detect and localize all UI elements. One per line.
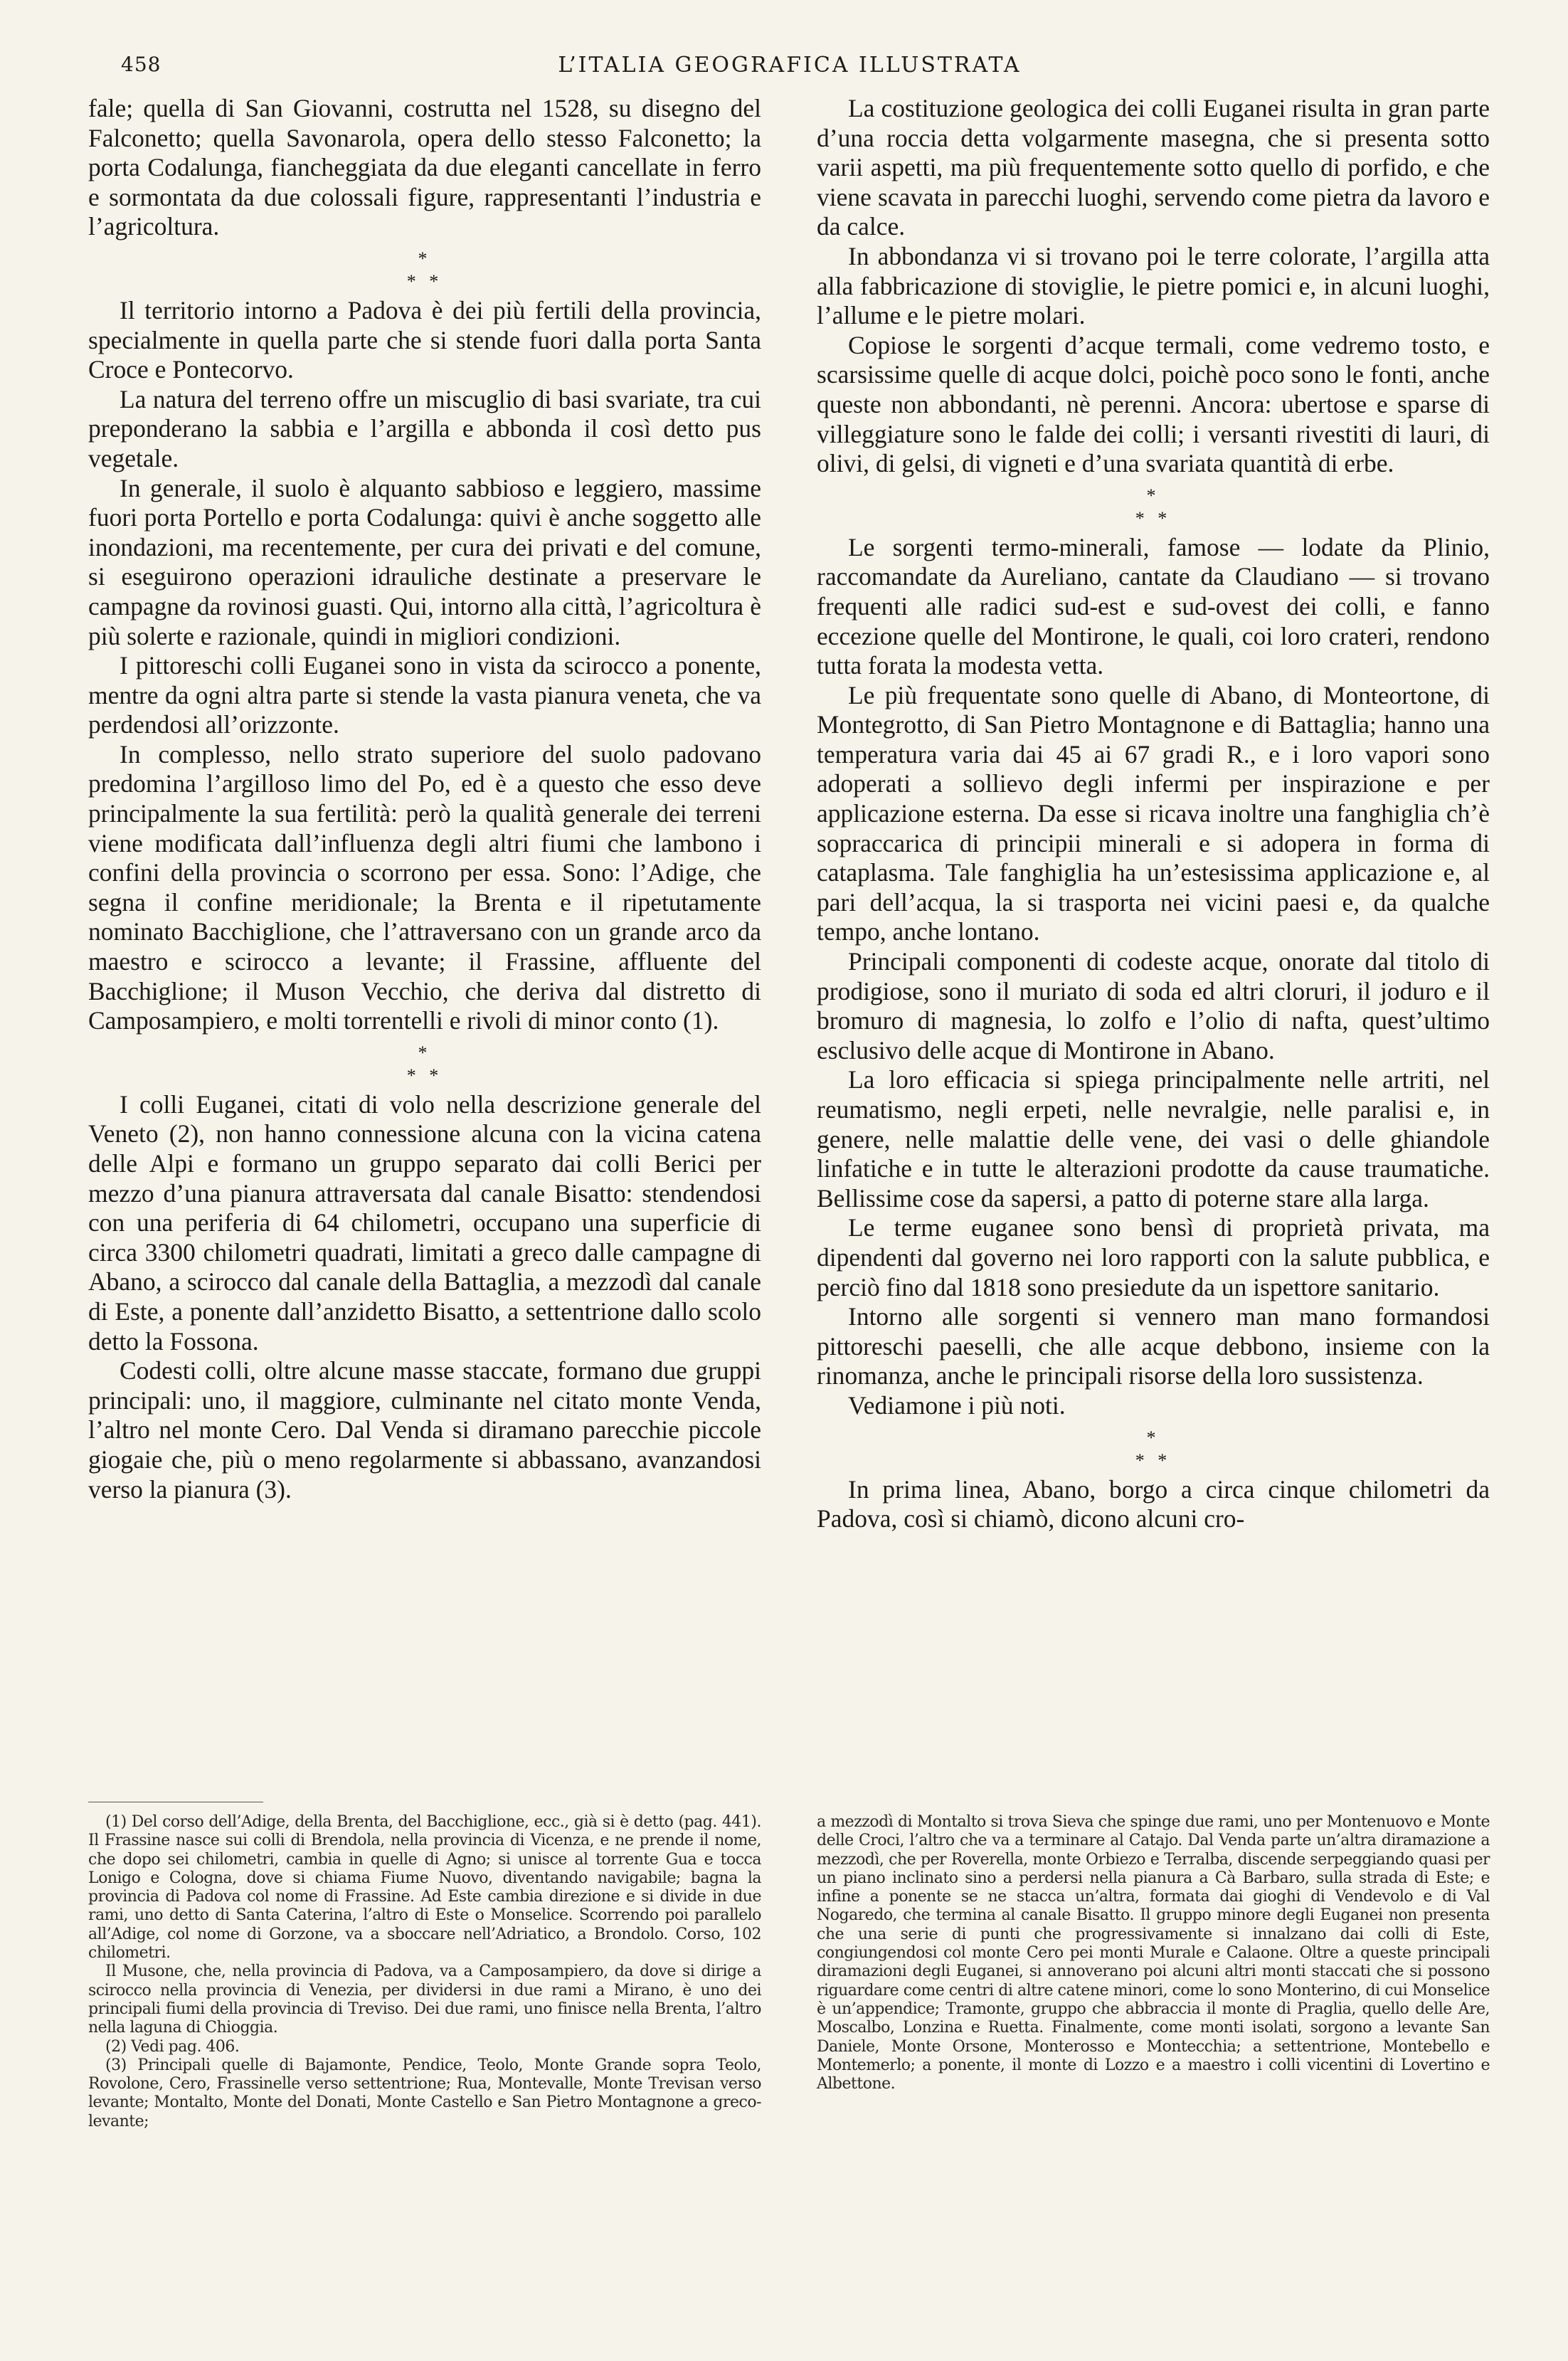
paragraph: I pittoreschi colli Euganei sono in vista da scirocco a ponente, mentre da ogni altra parte si stende la vasta pianura veneta, che va perdendosi all’orizzonte. xyxy=(88,651,761,739)
paragraph: Principali componenti di codeste acque, onorate dal titolo di prodigiose, sono il muriato di soda ed altri cloruri, il joduro e il bromuro di magnesia, lo zolfo e l’olio di nafta, quest’ultimo esclusivo delle acque di Montirone in Abano. xyxy=(817,947,1490,1065)
paragraph: In prima linea, Abano, borgo a circa cinque chilometri da Padova, così si chiamò, dicono alcuni cro- xyxy=(817,1474,1490,1533)
paragraph: Le più frequentate sono quelle di Abano, di Monteortone, di Montegrotto, di San Pietro Montagnone e di Battaglia; hanno una temperatura varia dai 45 ai 67 gradi R., e i loro vapori sono adoperati a sollievo degli infermi per inspirazione e per applicazione esterna. Da esse si ricava inoltre una fanghiglia ch’è sopraccarica di principii minerali e si adopera in forma di cataplasma. Tale fanghiglia ha un’estesissima applicazione e, al pari dell’acqua, la si trasporta nei vicini paesi e, da qualche tempo, anche lontano. xyxy=(817,680,1490,946)
paragraph: Il territorio intorno a Padova è dei più fertili della provincia, specialmente in quella parte che si stende fuori dalla porta Santa Croce e Pontecorvo. xyxy=(88,295,761,384)
paragraph: Intorno alle sorgenti si vennero man mano formandosi pittoreschi paeselli, che alle acque debbono, insieme con la rinomanza, anche le principali risorse della loro sussistenza. xyxy=(817,1302,1490,1390)
section-separator: * * * xyxy=(1135,1427,1172,1471)
paragraph: In complesso, nello strato superiore del suolo padovano predomina l’argilloso limo del Po, ed è a questo che esso deve principalmente la sua fertilità: però la qualità generale dei terreni viene modificata dall’influenza degli altri fiumi che lambono i confini della provincia o scorrono per essa. Sono: l’Adige, che segna il confine meridionale; la Brenta e il ripetutamente nominato Bacchiglione, che l’attraversano con un grande arco da maestro e scirocco a levante; il Frassine, affluente del Bacchiglione; il Muson Vecchio, che deriva dal distretto di Camposampiero, e molti torrentelli e rivoli di minor conto (1). xyxy=(88,739,761,1035)
paragraph: In generale, il suolo è alquanto sabbioso e leggiero, massime fuori porta Portello e porta Codalunga: quivi è anche soggetto alle inondazioni, ma recentemente, per cura dei privati e del comune, si eseguirono operazioni idrauliche destinate a preservare le campagne da rovinosi guasti. Qui, intorno alla città, l’agricoltura è più solerte e razionale, quindi in migliori condizioni. xyxy=(88,473,761,650)
footnotes-right xyxy=(817,1813,1490,2093)
left-column xyxy=(88,94,761,1780)
paragraph: Le terme euganee sono bensì di proprietà privata, ma dipendenti dal governo nei loro rapporti con la salute pubblica, e perciò fino dal 1818 sono presiedute da un ispettore sanitario. xyxy=(817,1213,1490,1301)
footnote: a mezzodì di Montalto si trova Sieva che spinge due rami, uno per Montenuovo e Monte delle Croci, l’altro che va a terminare al Catajo. Dal Venda parte un’altra diramazione a mezzodì, che per Roverella, monte Orbiezo e Terralba, discende serpeggiando quasi per un piano inclinato sino a perdersi nella pianura a Cà Barbaro, sulla strada di Este; e infine a ponente se ne stacca un’altra, formata dai gioghi di Vendevolo e di Val Nogaredo, che termina al canale Bisatto. Il gruppo minore degli Euganei non presenta che una serie di punti che progressivamente si innalzano dai colli di Este, congiungendosi col monte Cero pei monti Murale e Calaone. Oltre a queste principali diramazioni degli Euganei, si annoverano poi alcuni altri monti staccati che si possono riguardare come centri di altre catene minori, come lo sono Monterino, di cui Monselice è un’appendice; Tramonte, gruppo che abbraccia il monte di Praglia, quello delle Are, Moscalbo, Lonzina e Ruetta. Finalmente, come monti isolati, sorgono a levante San Daniele, Monte Orsone, Monterosso e Montecchia; a settentrione, Montebello e Montemerlo; a ponente, il monte di Lozzo e a maestro i colli vicentini di Lovertino e Albettone. xyxy=(817,1813,1490,2093)
paragraph: La costituzione geologica dei colli Euganei risulta in gran parte d’una roccia detta volgarmente masegna, che si presenta sotto varii aspetti, ma più frequentemente sotto quello di porfido, e che viene scavata in parecchi luoghi, servendo come pietra da lavoro e da calce. xyxy=(817,94,1490,241)
right-column xyxy=(817,94,1490,1780)
footnote: (1) Del corso dell’Adige, della Brenta, del Bacchiglione, ecc., già si è detto (pag. 441). Il Frassine nasce sui colli di Brendola, nella provincia di Vicenza, e ne prende il nome, che dopo sei chilometri, cambia in quelle di Agno; si unisce al torrente Gua e tocca Lonigo e Cologna, dove si chiama Fiume Nuovo, diventando navigabile; bagna la provincia di Padova col nome di Frassine. Ad Este cambia direzione e si divide in due rami, uno detto di Santa Caterina, l’altro di Este o Monselice. Scorrendo poi parallelo all’Adige, col nome di Gorzone, va a sboccare nell’Adriatico, a Brondolo. Corso, 102 chilometri. xyxy=(88,1813,761,1963)
right-column-text xyxy=(817,94,1490,1780)
left-column-text xyxy=(88,94,761,1780)
paragraph: Copiose le sorgenti d’acque termali, come vedremo tosto, e scarsissime quelle di acque dolci, poichè poco sono le fonti, anche queste non abbondanti, nè perenni. Ancora: ubertose e sparse di villeggiature sono le falde dei colli; i versanti rivestiti di lauri, di olivi, di gelsi, di vigneti e d’una svariata quantità di erbe. xyxy=(817,330,1490,478)
paragraph: Codesti colli, oltre alcune masse staccate, formano due gruppi principali: uno, il maggiore, culminante nel citato monte Venda, l’altro nel monte Cero. Dal Venda si diramano parecchie piccole giogaie che, più o meno regolarmente si abbassano, avanzandosi verso la pianura (3). xyxy=(88,1356,761,1504)
page-number: 458 xyxy=(121,53,161,76)
paragraph: I colli Euganei, citati di volo nella descrizione generale del Veneto (2), non hanno connessione alcuna con la vicina catena delle Alpi e formano un gruppo separato dai colli Berici per mezzo d’una pianura attraversata dal canale Bisatto: stendendosi con una periferia di 64 chilometri, occupano una superficie di circa 3300 chilometri quadrati, limitati a greco dalle campagne di Abano, a scirocco dal canale della Battaglia, a mezzodì dal canale di Este, a ponente dall’anzidetto Bisatto, a settentrione dallo scolo detto la Fossona. xyxy=(88,1089,761,1356)
section-separator: * * * xyxy=(406,248,443,292)
paragraph: Le sorgenti termo-minerali, famose — lodate da Plinio, raccomandate da Aureliano, cantate da Claudiano — si trovano frequenti alle radici sud-est e sud-ovest dei colli, e fanno eccezione quelle del Montirone, le quali, coi loro crateri, rendono tutta forata la modesta vetta. xyxy=(817,532,1490,680)
paragraph: La loro efficacia si spiega principalmente nelle artriti, nel reumatismo, negli erpeti, nelle nevralgie, nelle paralisi e, in genere, nelle malattie delle vene, dei vasi o delle ghiandole linfatiche e in tutte le alterazioni prodotte da cause traumatiche. Bellissime cose da sapersi, a patto di poterne stare alla larga. xyxy=(817,1065,1490,1213)
section-separator: * * * xyxy=(1135,485,1172,529)
footnote: Il Musone, che, nella provincia di Padova, va a Camposampiero, da dove si dirige a scirocco nella provincia di Venezia, per dividersi in due rami a Mirano, è uno dei principali fiumi della provincia di Treviso. Dei due rami, uno finisce nella Brenta, l’altro nella laguna di Chioggia. xyxy=(88,1963,761,2037)
paragraph: La natura del terreno offre un miscuglio di basi svariate, tra cui preponderano la sabbia e l’argilla e abbonda il così detto pus vegetale. xyxy=(88,384,761,472)
footnote: (2) Vedi pag. 406. xyxy=(105,2037,240,2056)
paragraph: Vediamone i più noti. xyxy=(848,1390,1066,1420)
running-title: L’ITALIA GEOGRAFICA ILLUSTRATA xyxy=(558,53,1022,78)
footnote: (3) Principali quelle di Bajamonte, Pendice, Teolo, Monte Grande sopra Teolo, Rovolone, Cero, Frassinelle verso settentrione; Rua, Montevalle, Monte Trevisan verso levante; Montalto, Monte del Donati, Monte Castello e San Pietro Montagnone a greco-levante; xyxy=(88,2056,761,2130)
page-header xyxy=(121,53,1458,88)
paragraph: fale; quella di San Giovanni, costrutta nel 1528, su disegno del Falconetto; quella Savonarola, opera dello stesso Falconetto; la porta Codalunga, fiancheggiata da due eleganti cancellate in ferro e sormontata da due colossali figure, rappresentanti l’industria e l’agricoltura. xyxy=(88,94,761,241)
footnotes-left xyxy=(88,1813,761,2131)
paragraph: In abbondanza vi si trovano poi le terre colorate, l’argilla atta alla fabbricazione di stoviglie, le pietre pomici e, in alcuni luoghi, l’allume e le pietre molari. xyxy=(817,241,1490,330)
section-separator: * * * xyxy=(406,1042,443,1086)
